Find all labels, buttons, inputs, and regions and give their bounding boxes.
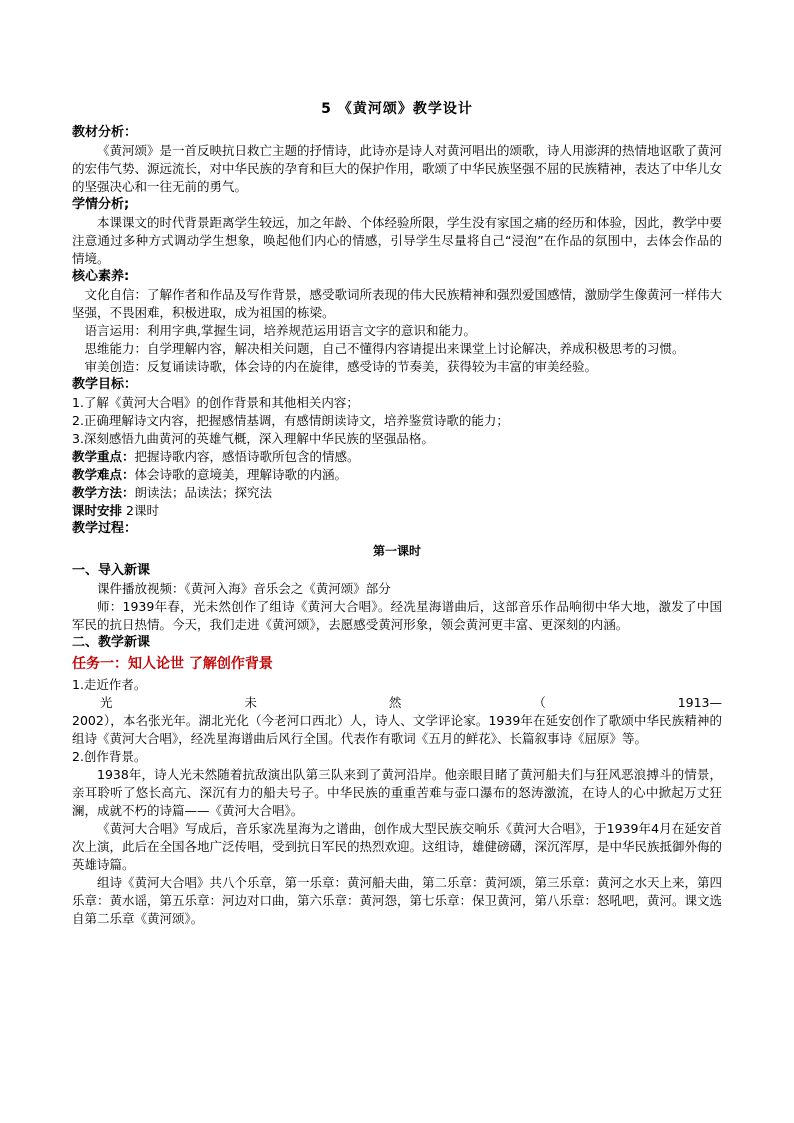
- literacy-item-culture: 文化自信：了解作者和作品及写作背景，感受歌词所表现的伟大民族精神和强烈爱国感情，激励学生像黄河一样伟大坚强，不畏困难，积极进取，成为祖国的栋梁。: [72, 287, 723, 320]
- goals-heading: 教学目标：: [72, 377, 138, 392]
- process-heading: 教学过程：: [72, 521, 138, 536]
- analysis-text: 《黄河颂》是一首反映抗日救亡主题的抒情诗，此诗亦是诗人对黄河唱出的颂歌，诗人用澎湃的热情地讴歌了黄河的宏伟气势、源远流长，对中华民族的孕育和巨大的保护作用，歌颂了中华民族坚强不屈的民族精神，表达了中华儿女的坚强决心和一往无前的勇气。: [72, 143, 723, 194]
- students-text: 本课课文的时代背景距离学生较远，加之年龄、个体经验所限，学生没有家国之痛的经历和体验，因此，教学中要注意通过多种方式调动学生想象，唤起他们内心的情感，引导学生尽量将自己“浸泡”在作品的氛围中，去体会作品的情境。: [72, 215, 723, 266]
- literacy-item-language: 语言运用：利用字典,掌握生词，培养规范运用语言文字的意识和能力。: [84, 323, 476, 338]
- sub-heading-background: 2.创作背景。: [72, 749, 147, 764]
- literacy-item-thinking: 思维能力：自学理解内容，解决相关问题，自己不懂得内容请提出来课堂上讨论解决，养成积极思考的习惯。: [84, 341, 685, 356]
- task-1-heading: 任务一：知人论世 了解创作背景: [72, 656, 273, 672]
- section-1-video: 课件播放视频：《黄河入海》音乐会之《黄河颂》部分: [97, 581, 391, 596]
- schedule-label: 课时安排: [72, 503, 123, 518]
- title-text: 《黄河颂》教学设计: [337, 101, 473, 117]
- analysis-heading: 教材分析：: [72, 125, 138, 140]
- document-title: [72, 98, 722, 118]
- methods-label: 教学方法：: [72, 485, 135, 500]
- author-char-2: 未: [244, 695, 257, 710]
- author-bio: 2002），本名张光年。湖北光化（今老河口西北）人，诗人、文学评论家。1939年在延安创作了歌颂中华民族精神的组诗《黄河大合唱》，经冼星海谱曲后风行全国。代表作有歌词《五月的鲜花》、长篇叙事诗《屈原》等。: [72, 713, 722, 746]
- keypoint-line: [72, 448, 722, 466]
- author-paren: （: [533, 695, 546, 710]
- author-char-1: 光: [100, 695, 113, 710]
- keypoint-label: 教学重点：: [72, 449, 135, 464]
- difficulty-text: 体会诗歌的意境美，理解诗歌的内涵。: [134, 467, 348, 482]
- goal-item-3: 3.深刻感悟九曲黄河的英雄气概，深入理解中华民族的坚强品格。: [72, 431, 434, 446]
- methods-text: 朗读法；品读法；探究法: [134, 485, 273, 500]
- section-1-heading: 一、导入新课: [72, 563, 151, 578]
- schedule-line: [72, 502, 722, 520]
- section-1-teacher: 师：1939年春，光未然创作了组诗《黄河大合唱》。经冼星海谱曲后，这部音乐作品响彻中华大地，激发了中国军民的抗日热情。今天，我们走进《黄河颂》，去愿感受黄河形象，领会黄河更丰富、更深刻的内涵。: [72, 599, 722, 632]
- literacy-item-aesthetic: 审美创造：反复诵读诗歌，体会诗的内在旋律，感受诗的节奏美，获得较为丰富的审美经验。: [84, 359, 598, 374]
- author-birth-year: 1913—: [677, 695, 722, 710]
- literacy-heading: 核心素养:: [72, 269, 130, 284]
- document-content: [72, 98, 722, 928]
- sub-heading-author: 1.走近作者。: [72, 677, 147, 692]
- difficulty-line: [72, 466, 722, 484]
- lesson-number: 5: [321, 101, 332, 117]
- author-name-line: [72, 694, 722, 712]
- lesson-1-title: 第一课时: [372, 544, 421, 558]
- students-heading: 学情分析;: [72, 197, 130, 212]
- schedule-text: 2课时: [122, 503, 159, 518]
- methods-line: [72, 484, 722, 502]
- difficulty-label: 教学难点：: [72, 467, 135, 482]
- section-2-heading: 二、教学新课: [72, 635, 151, 650]
- background-para-3: 组诗《黄河大合唱》共八个乐章，第一乐章：黄河船夫曲，第二乐章：黄河颂，第三乐章：黄河之水天上来，第四乐章：黄水谣，第五乐章：河边对口曲，第六乐章：黄河怨，第七乐章：保卫黄河，第八乐章：怒吼吧，黄河。课文选自第二乐章《黄河颂》。: [72, 875, 723, 926]
- background-para-1: 1938年，诗人光未然随着抗敌演出队第三队来到了黄河沿岸。他亲眼目睹了黄河船夫们与狂风恶浪搏斗的情景，亲耳聆听了悠长高亢、深沉有力的船夫号子。中华民族的重重苦难与壶口瀑布的怒涛激流，在诗人的心中掀起万丈狂澜，成就不朽的诗篇——《黄河大合唱》。: [72, 767, 722, 818]
- goal-item-2: 2.正确理解诗文内容，把握感情基调，有感情朗读诗文，培养鉴赏诗歌的能力；: [72, 413, 509, 428]
- background-para-2: 《黄河大合唱》写成后，音乐家冼星海为之谱曲，创作成大型民族交响乐《黄河大合唱》，于1939年4月在延安首次上演，此后在全国各地广泛传唱，受到抗日军民的热烈欢迎。这组诗，雄健磅礴，深沉浑厚，是中华民族抵御外侮的英雄诗篇。: [72, 821, 723, 872]
- keypoint-text: 把握诗歌内容，感悟诗歌所包含的情感。: [134, 449, 360, 464]
- goal-item-1: 1.了解《黄河大合唱》的创作背景和其他相关内容；: [72, 395, 359, 410]
- author-char-3: 然: [388, 695, 402, 710]
